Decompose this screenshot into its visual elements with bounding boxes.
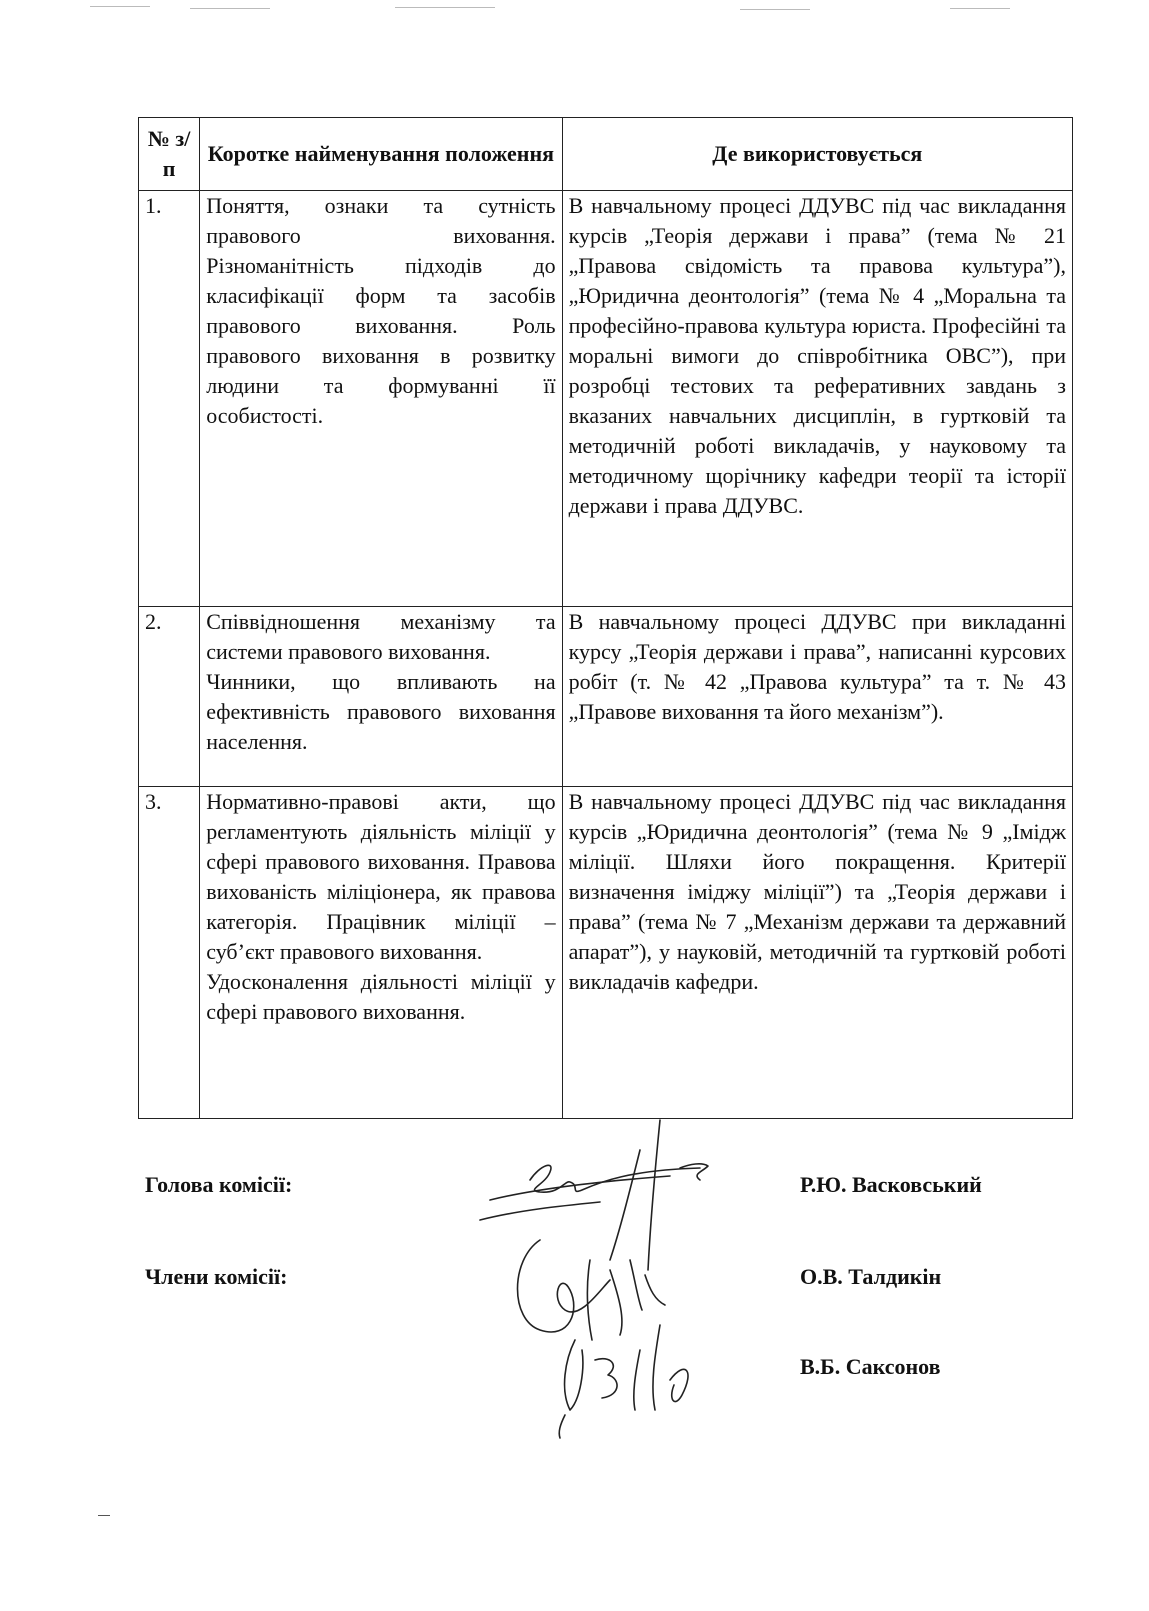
short-name-paragraph: Нормативно-правові акти, що регламентують діяльність міліції у сфері правового виховання. Правова вихованість міліціонера, як правова категорія. Працівник міліції – суб’єкт правового виховання. xyxy=(206,789,556,964)
chair-name: Р.Ю. Васковський xyxy=(800,1172,982,1197)
short-name-paragraph: Співвідношення механізму та системи правового виховання. xyxy=(206,609,556,664)
row-number: 1. xyxy=(139,191,200,607)
short-name-paragraph: Поняття, ознаки та сутність правового виховання. Різноманітність підходів до класифікації форм та засобів правового виховання. Роль правового виховання в розвитку людини та формуванні її особистості. xyxy=(206,193,556,428)
scan-artifact xyxy=(98,1515,110,1516)
table-header-row xyxy=(139,118,1073,191)
short-name-paragraph: Удосконалення діяльності міліції у сфері правового виховання. xyxy=(206,969,556,1024)
scan-artifact xyxy=(190,8,270,9)
row-short-name xyxy=(200,191,562,607)
handwritten-signatures xyxy=(470,1110,770,1440)
scan-artifact xyxy=(950,8,1010,9)
row-number: 3. xyxy=(139,787,200,1119)
scan-artifact xyxy=(395,7,495,8)
row-where-used: В навчальному процесі ДДУВС при викладанні курсу „Теорія держави і права”, написанні курсових робіт (т. № 42 „Правова культура” та т. № 43 „Правове виховання та його механізм”). xyxy=(562,607,1072,787)
members-label: Члени комісії: xyxy=(145,1264,288,1289)
header-number: № з/п xyxy=(139,118,200,191)
member-name: В.Б. Саксонов xyxy=(800,1354,941,1379)
header-where-used: Де використовується xyxy=(562,118,1072,191)
row-where-used: В навчальному процесі ДДУВС під час викладання курсів „Теорія держави і права” (тема № 21 „Правова свідомість та правова культура”), „Юридична деонтологія” (тема № 4 „Моральна та професійно-правова культура юриста. Професійні та моральні вимоги до співробітника ОВС”), при розробці тестових та реферативних завдань з вказаних навчальних дисциплін, в гуртковій та методичній роботі викладачів, у науковому та методичному щорічнику кафедри теорії та історії держави і права ДДУВС. xyxy=(562,191,1072,607)
row-short-name xyxy=(200,787,562,1119)
member-name: О.В. Талдикін xyxy=(800,1264,942,1289)
scan-artifact xyxy=(740,9,810,10)
table-row xyxy=(139,191,1073,607)
row-number: 2. xyxy=(139,607,200,787)
scan-artifact xyxy=(90,6,150,7)
row-short-name xyxy=(200,607,562,787)
chair-label: Голова комісії: xyxy=(145,1172,293,1197)
positions-table xyxy=(138,117,1073,1119)
table-row xyxy=(139,787,1073,1119)
row-where-used: В навчальному процесі ДДУВС під час викладання курсів „Юридична деонтологія” (тема № 9 „Імідж міліції. Шляхи його покращення. Критерії визначення іміджу міліції”) та „Теорія держави і права” (тема № 7 „Механізм держави та державний апарат”), у науковій, методичній та гуртковій роботі викладачів кафедри. xyxy=(562,787,1072,1119)
table-row xyxy=(139,607,1073,787)
short-name-paragraph: Чинники, що впливають на ефективність правового виховання населення. xyxy=(206,669,556,754)
header-short-name: Коротке найменування положення xyxy=(200,118,562,191)
